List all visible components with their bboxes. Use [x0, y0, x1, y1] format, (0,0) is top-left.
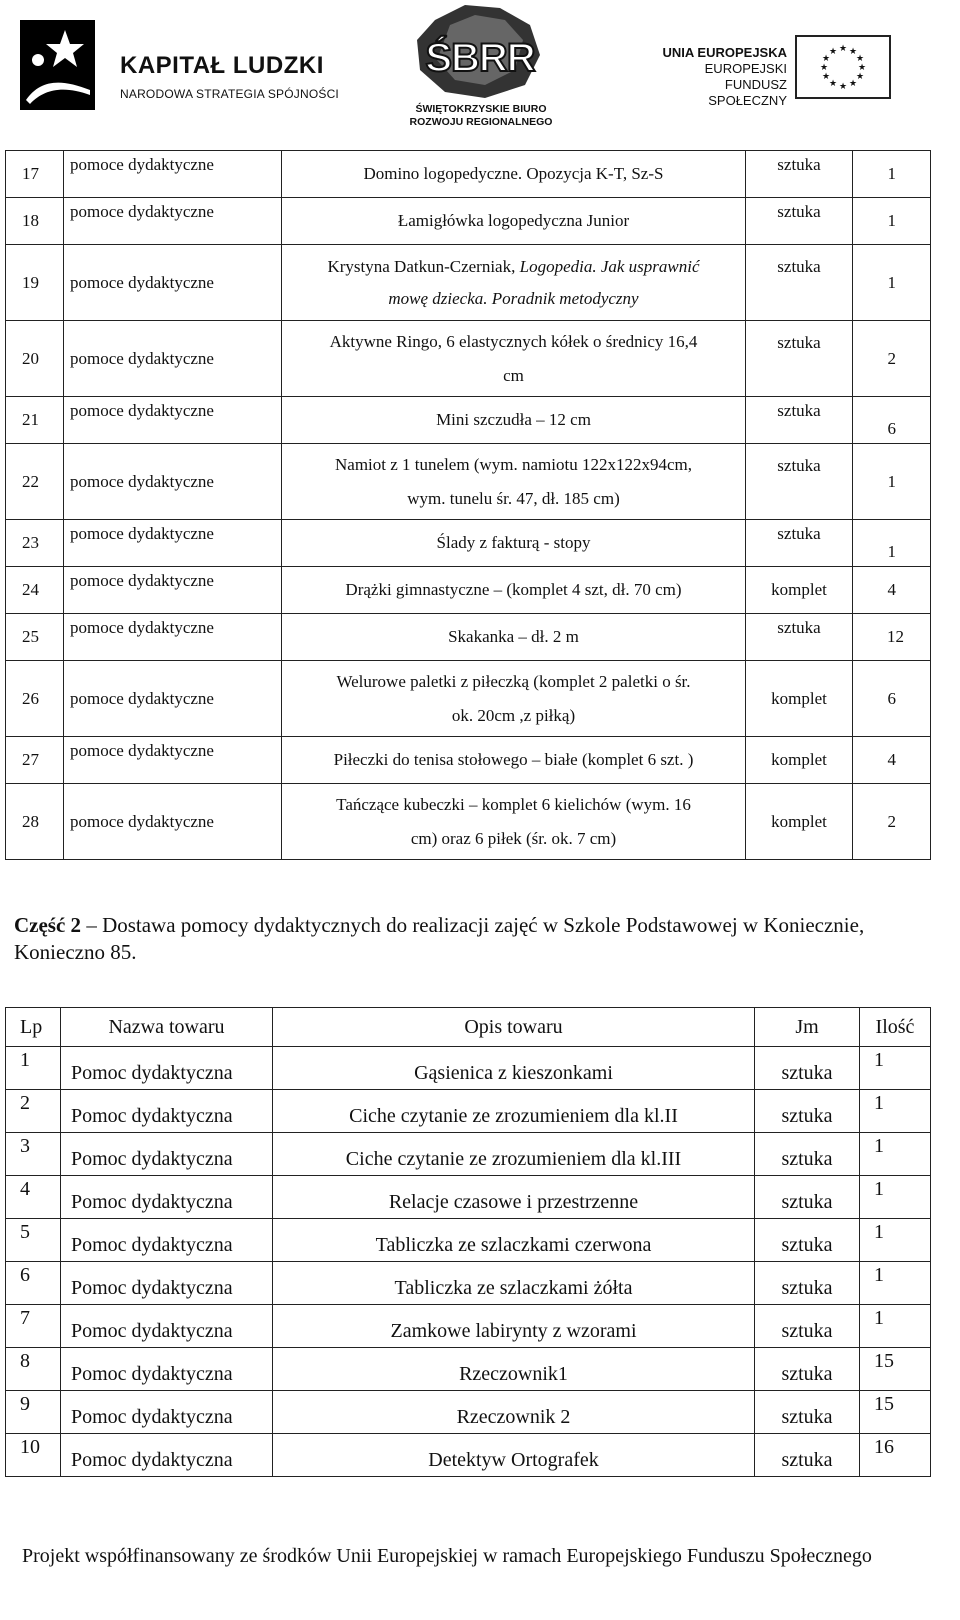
- description-line: Namiot z 1 tunelem (wym. namiotu 122x122x94cm,: [335, 454, 692, 474]
- table-row: [6, 198, 931, 245]
- description-line: Skakanka – dł. 2 m: [448, 627, 579, 646]
- row-number: 25: [6, 614, 64, 661]
- description-line: Domino logopedyczne. Opozycja K-T, Sz-S: [363, 164, 664, 183]
- row-description: [282, 444, 746, 520]
- row-lp: 5: [6, 1219, 61, 1262]
- description-title: Logopedia. Jak usprawnić: [519, 256, 700, 276]
- row-number: 27: [6, 737, 64, 784]
- row-description: [282, 151, 746, 198]
- table-row: [6, 1133, 931, 1176]
- row-item-name: pomoce dydaktyczne: [64, 614, 282, 661]
- row-description: [282, 737, 746, 784]
- description-line: Tańczące kubeczki – komplet 6 kielichów (wym. 16: [336, 794, 691, 814]
- table-row: [6, 151, 931, 198]
- row-lp: 6: [6, 1262, 61, 1305]
- kapital-ludzki-emblem-icon: [20, 20, 95, 110]
- row-quantity: 1: [860, 1090, 931, 1133]
- table-row: [6, 444, 931, 520]
- row-description: Tabliczka ze szlaczkami żółta: [273, 1262, 755, 1305]
- table-row: [6, 1090, 931, 1133]
- table-row: [6, 1391, 931, 1434]
- table-row: [6, 245, 931, 321]
- row-unit: sztuka: [746, 614, 853, 661]
- description-line: cm) oraz 6 piłek (śr. ok. 7 cm): [410, 828, 617, 848]
- row-lp: 7: [6, 1305, 61, 1348]
- row-item-name: pomoce dydaktyczne: [64, 444, 282, 520]
- row-description: Ciche czytanie ze zrozumieniem dla kl.II: [273, 1090, 755, 1133]
- row-unit: komplet: [746, 784, 853, 860]
- row-quantity: 1: [860, 1047, 931, 1090]
- row-number: 20: [6, 321, 64, 397]
- description-line: [292, 251, 735, 283]
- row-quantity: 1: [860, 1305, 931, 1348]
- row-description: [282, 661, 746, 737]
- row-description: [282, 567, 746, 614]
- row-quantity: 2: [853, 321, 931, 397]
- row-description: Rzeczownik 2: [273, 1391, 755, 1434]
- row-description: Ciche czytanie ze zrozumieniem dla kl.III: [273, 1133, 755, 1176]
- description-line: cm: [503, 365, 524, 385]
- row-description: [282, 784, 746, 860]
- row-unit: sztuka: [755, 1047, 860, 1090]
- row-item-name: Pomoc dydaktyczna: [61, 1090, 273, 1133]
- row-item-name: Pomoc dydaktyczna: [61, 1262, 273, 1305]
- description-line: ok. 20cm ,z piłką): [451, 705, 576, 725]
- items-table-part1: [5, 150, 931, 860]
- row-description: [282, 198, 746, 245]
- row-item-name: Pomoc dydaktyczna: [61, 1305, 273, 1348]
- row-unit: sztuka: [755, 1133, 860, 1176]
- eu-efs-text: [657, 45, 787, 109]
- row-description: Tabliczka ze szlaczkami czerwona: [273, 1219, 755, 1262]
- row-quantity: 2: [853, 784, 931, 860]
- part2-heading: [14, 912, 914, 966]
- svg-text:★: ★: [855, 54, 865, 64]
- description-author: Krystyna Datkun-Czerniak,: [327, 256, 516, 276]
- row-lp: 3: [6, 1133, 61, 1176]
- row-quantity: 4: [853, 737, 931, 784]
- row-quantity: 6: [853, 661, 931, 737]
- row-lp: 2: [6, 1090, 61, 1133]
- part2-label: Część 2: [14, 913, 82, 937]
- row-quantity: 15: [860, 1348, 931, 1391]
- footer-note: Projekt współfinansowany ze środków Unii Europejskiej w ramach Europejskiego Funduszu Społecznego: [22, 1545, 872, 1567]
- row-quantity: 1: [860, 1262, 931, 1305]
- row-item-name: Pomoc dydaktyczna: [61, 1176, 273, 1219]
- description-line: Drążki gimnastyczne – (komplet 4 szt, dł. 70 cm): [345, 580, 682, 599]
- row-lp: 1: [6, 1047, 61, 1090]
- table-row: [6, 321, 931, 397]
- row-item-name: Pomoc dydaktyczna: [61, 1434, 273, 1477]
- row-item-name: Pomoc dydaktyczna: [61, 1348, 273, 1391]
- svg-text:★: ★: [821, 54, 831, 64]
- row-item-name: Pomoc dydaktyczna: [61, 1047, 273, 1090]
- row-item-name: Pomoc dydaktyczna: [61, 1391, 273, 1434]
- description-line: Piłeczki do tenisa stołowego – białe (komplet 6 szt. ): [333, 750, 694, 769]
- svg-text:★: ★: [819, 63, 829, 73]
- sbrr-subtitle: [405, 103, 557, 129]
- svg-text:★: ★: [838, 82, 848, 92]
- row-unit: sztuka: [755, 1305, 860, 1348]
- eu-line2: EUROPEJSKI: [704, 61, 787, 76]
- table-row: [6, 520, 931, 567]
- row-item-name: Pomoc dydaktyczna: [61, 1133, 273, 1176]
- row-quantity: 6: [853, 397, 931, 444]
- svg-text:★: ★: [855, 72, 865, 82]
- table-row: [6, 1434, 931, 1477]
- row-number: 23: [6, 520, 64, 567]
- table-row: [6, 1262, 931, 1305]
- row-unit: sztuka: [755, 1090, 860, 1133]
- row-quantity: 15: [860, 1391, 931, 1434]
- description-line: wym. tunelu śr. 47, dł. 185 cm): [407, 488, 620, 508]
- svg-text:★: ★: [828, 47, 838, 57]
- sbrr-subtitle-line2: ROZWOJU REGIONALNEGO: [409, 116, 553, 128]
- table-row: [6, 614, 931, 661]
- header-lp: Lp: [6, 1008, 61, 1047]
- header-unit: Jm: [755, 1008, 860, 1047]
- row-description: Rzeczownik1: [273, 1348, 755, 1391]
- row-item-name: pomoce dydaktyczne: [64, 737, 282, 784]
- sbrr-subtitle-line1: ŚWIĘTOKRZYSKIE BIURO: [415, 103, 547, 115]
- row-description: Zamkowe labirynty z wzorami: [273, 1305, 755, 1348]
- table-row: [6, 1219, 931, 1262]
- eu-efs-logo: [655, 35, 915, 108]
- eu-line3: FUNDUSZ SPOŁECZNY: [708, 77, 787, 108]
- row-item-name: pomoce dydaktyczne: [64, 661, 282, 737]
- row-unit: sztuka: [746, 151, 853, 198]
- table-row: [6, 661, 931, 737]
- table-row: [6, 1348, 931, 1391]
- row-quantity: 4: [853, 567, 931, 614]
- svg-text:★: ★: [848, 47, 858, 57]
- row-quantity: 1: [853, 444, 931, 520]
- row-quantity: 1: [853, 198, 931, 245]
- row-item-name: pomoce dydaktyczne: [64, 151, 282, 198]
- row-quantity: 1: [860, 1219, 931, 1262]
- table-row: [6, 1176, 931, 1219]
- row-quantity: 1: [853, 245, 931, 321]
- row-lp: 10: [6, 1434, 61, 1477]
- row-description: [282, 321, 746, 397]
- row-unit: sztuka: [746, 397, 853, 444]
- row-unit: sztuka: [755, 1434, 860, 1477]
- row-number: 22: [6, 444, 64, 520]
- svg-text:★: ★: [848, 79, 858, 89]
- row-description: [282, 614, 746, 661]
- kapital-ludzki-logo: [20, 15, 340, 120]
- svg-text:★: ★: [821, 72, 831, 82]
- kapital-ludzki-title: KAPITAŁ LUDZKI: [120, 52, 324, 79]
- row-item-name: pomoce dydaktyczne: [64, 784, 282, 860]
- row-quantity: 1: [860, 1133, 931, 1176]
- row-unit: sztuka: [746, 444, 853, 520]
- row-number: 21: [6, 397, 64, 444]
- row-lp: 8: [6, 1348, 61, 1391]
- row-description: [282, 520, 746, 567]
- row-unit: sztuka: [755, 1176, 860, 1219]
- description-line: Łamigłówka logopedyczna Junior: [397, 211, 630, 230]
- row-number: 26: [6, 661, 64, 737]
- row-item-name: pomoce dydaktyczne: [64, 567, 282, 614]
- svg-text:★: ★: [838, 44, 848, 54]
- eu-flag-icon: [795, 35, 891, 99]
- table-header-row: [6, 1008, 931, 1047]
- row-lp: 9: [6, 1391, 61, 1434]
- row-unit: sztuka: [746, 245, 853, 321]
- row-item-name: pomoce dydaktyczne: [64, 520, 282, 567]
- row-quantity: 16: [860, 1434, 931, 1477]
- table-row: [6, 1305, 931, 1348]
- header-name: Nazwa towaru: [61, 1008, 273, 1047]
- row-quantity: 12: [853, 614, 931, 661]
- row-item-name: pomoce dydaktyczne: [64, 198, 282, 245]
- description-line: mowę dziecka. Poradnik metodyczny: [388, 288, 639, 308]
- items-table-part2: [5, 1007, 931, 1477]
- row-number: 28: [6, 784, 64, 860]
- row-unit: komplet: [746, 737, 853, 784]
- row-unit: sztuka: [755, 1391, 860, 1434]
- row-quantity: 1: [853, 520, 931, 567]
- table-row: [6, 784, 931, 860]
- row-lp: 4: [6, 1176, 61, 1219]
- description-line: Welurowe paletki z piłeczką (komplet 2 paletki o śr.: [336, 671, 691, 691]
- row-number: 19: [6, 245, 64, 321]
- part2-text: – Dostawa pomocy dydaktycznych do realizacji zajęć w Szkole Podstawowej w Koniecznie, Konieczno 85.: [14, 913, 865, 964]
- row-unit: sztuka: [746, 198, 853, 245]
- row-unit: sztuka: [755, 1262, 860, 1305]
- sbrr-logo: [405, 0, 565, 130]
- table-row: [6, 1047, 931, 1090]
- eu-line1: UNIA EUROPEJSKA: [662, 45, 787, 60]
- row-item-name: pomoce dydaktyczne: [64, 321, 282, 397]
- row-quantity: 1: [853, 151, 931, 198]
- row-unit: sztuka: [746, 321, 853, 397]
- row-unit: komplet: [746, 661, 853, 737]
- row-number: 18: [6, 198, 64, 245]
- description-line: Ślady z fakturą - stopy: [436, 533, 591, 552]
- row-unit: komplet: [746, 567, 853, 614]
- svg-text:★: ★: [828, 79, 838, 89]
- row-description: Detektyw Ortografek: [273, 1434, 755, 1477]
- sbrr-wordmark: ŚBRR: [425, 36, 535, 80]
- header-qty: Ilość: [860, 1008, 931, 1047]
- row-description: Relacje czasowe i przestrzenne: [273, 1176, 755, 1219]
- row-item-name: pomoce dydaktyczne: [64, 397, 282, 444]
- row-number: 17: [6, 151, 64, 198]
- description-line: Mini szczudła – 12 cm: [436, 410, 591, 429]
- table-row: [6, 567, 931, 614]
- svg-text:★: ★: [857, 63, 867, 73]
- kapital-ludzki-subtitle: NARODOWA STRATEGIA SPÓJNOŚCI: [120, 87, 339, 101]
- row-quantity: 1: [860, 1176, 931, 1219]
- row-item-name: pomoce dydaktyczne: [64, 245, 282, 321]
- row-item-name: Pomoc dydaktyczna: [61, 1219, 273, 1262]
- row-unit: sztuka: [755, 1219, 860, 1262]
- table-row: [6, 397, 931, 444]
- description-line: Aktywne Ringo, 6 elastycznych kółek o średnicy 16,4: [329, 331, 698, 351]
- row-unit: sztuka: [755, 1348, 860, 1391]
- row-description: [282, 245, 746, 321]
- header-desc: Opis towaru: [273, 1008, 755, 1047]
- row-description: [282, 397, 746, 444]
- row-description: Gąsienica z kieszonkami: [273, 1047, 755, 1090]
- row-unit: sztuka: [746, 520, 853, 567]
- row-number: 24: [6, 567, 64, 614]
- table-row: [6, 737, 931, 784]
